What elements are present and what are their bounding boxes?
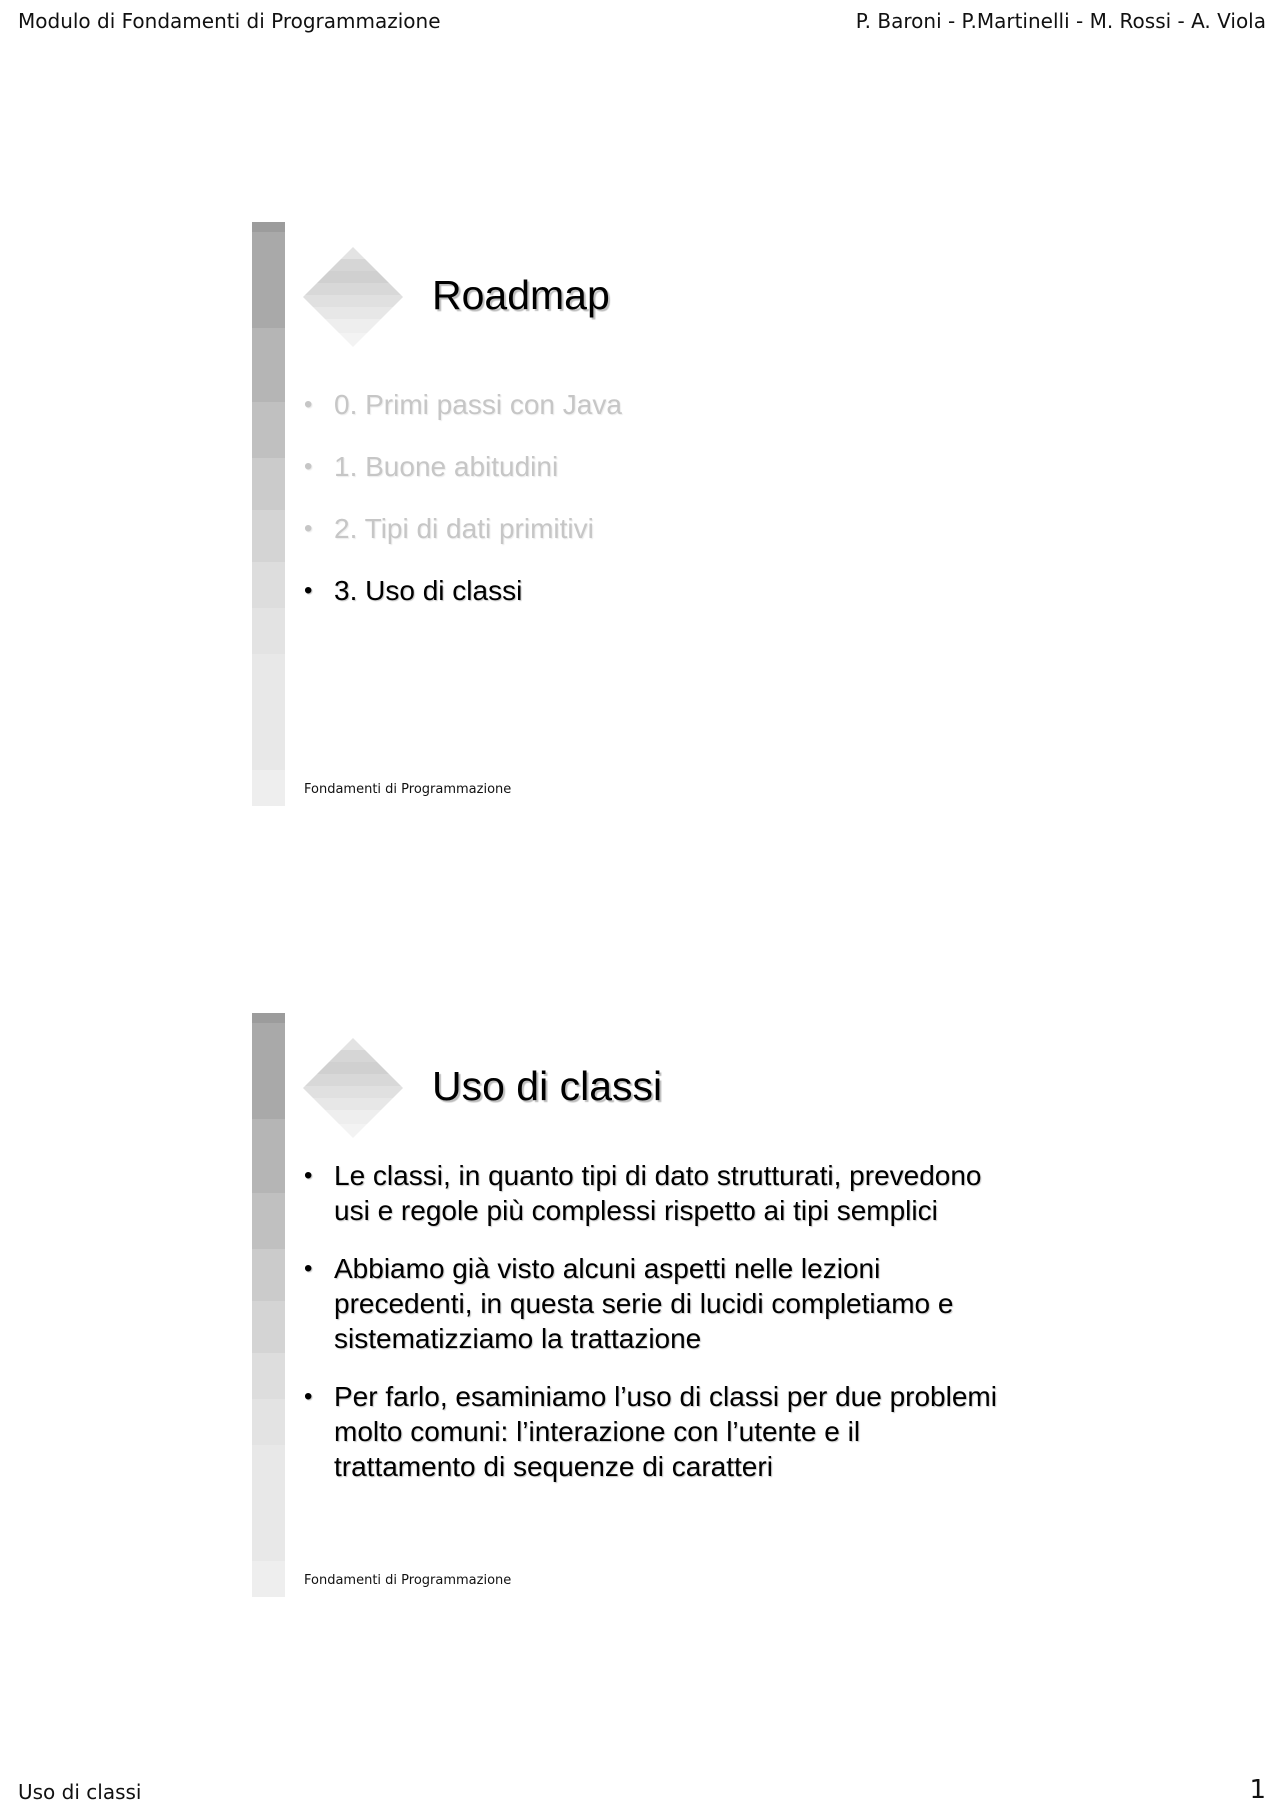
roadmap-item	[304, 449, 1004, 511]
bullet-dot-icon: •	[304, 1255, 313, 1282]
content-bullet	[304, 1379, 1004, 1484]
gradient-diamond-icon	[303, 247, 403, 347]
slide-title: Roadmap	[432, 272, 610, 318]
slide-footer: Fondamenti di Programmazione	[304, 1573, 512, 1588]
page-number: 1	[1249, 1775, 1266, 1805]
slide-sidebar-gradient	[252, 222, 285, 806]
content-bullet	[304, 1251, 1004, 1356]
content-bullet-text: Le classi, in quanto tipi di dato strutturati, prevedono usi e regole più complessi rispetto ai tipi semplici	[334, 1160, 982, 1226]
roadmap-bullet-list	[304, 387, 1004, 635]
content-bullet-text: Abbiamo già visto alcuni aspetti nelle lezioni precedenti, in questa serie di lucidi completiamo e sistematizziamo la trattazione	[334, 1253, 954, 1354]
roadmap-item	[304, 387, 1004, 449]
content-bullet	[304, 1158, 1004, 1228]
slide-footer: Fondamenti di Programmazione	[304, 782, 512, 797]
roadmap-item-text: 0. Primi passi con Java	[334, 389, 622, 420]
slide-uso-di-classi	[252, 1013, 1027, 1597]
roadmap-item-text: 1. Buone abitudini	[334, 451, 559, 482]
bullet-dot-icon: •	[304, 391, 313, 418]
gradient-diamond-icon	[303, 1038, 403, 1138]
document-footer-title: Uso di classi	[18, 1780, 142, 1804]
document-header-authors: P. Baroni - P.Martinelli - M. Rossi - A. Viola	[855, 9, 1266, 33]
slide-roadmap	[252, 222, 1027, 806]
slide-title: Uso di classi	[432, 1063, 663, 1109]
roadmap-item-text: 2. Tipi di dati primitivi	[334, 513, 594, 544]
bullet-dot-icon: •	[304, 515, 313, 542]
bullet-dot-icon: •	[304, 1383, 313, 1410]
roadmap-item	[304, 511, 1004, 573]
content-bullet-list	[304, 1158, 1004, 1507]
bullet-dot-icon: •	[304, 453, 313, 480]
content-bullet-text: Per farlo, esaminiamo l’uso di classi per due problemi molto comuni: l’interazione con l’utente e il trattamento di sequenze di caratteri	[334, 1381, 997, 1482]
roadmap-item-text: 3. Uso di classi	[334, 575, 523, 606]
slide-sidebar-gradient	[252, 1013, 285, 1597]
bullet-dot-icon: •	[304, 1162, 313, 1189]
bullet-dot-icon: •	[304, 577, 313, 604]
document-header-title: Modulo di Fondamenti di Programmazione	[18, 9, 441, 33]
roadmap-item-current	[304, 573, 1004, 635]
